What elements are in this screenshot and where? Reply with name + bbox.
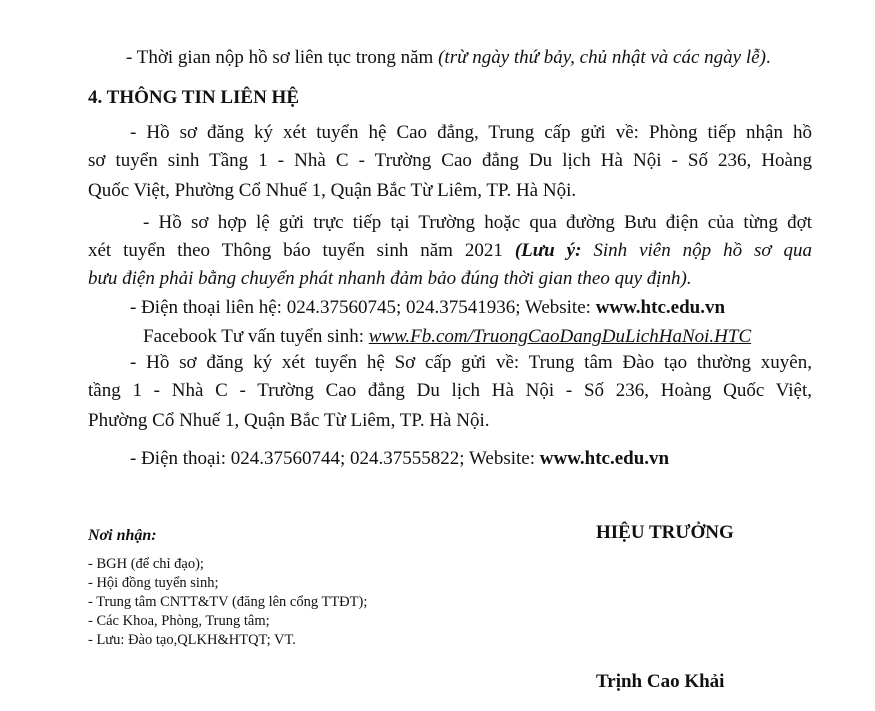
submission-time-period: . — [765, 47, 771, 68]
facebook-label: Facebook Tư vấn tuyển sinh: — [143, 326, 369, 347]
college-application-line-1: - Hồ sơ đăng ký xét tuyển hệ Cao đẳng, Trung cấp gửi về: Phòng tiếp nhận hồ — [130, 122, 812, 143]
submission-time-exception: (trừ ngày thứ bảy, chủ nhật và các ngày lễ) — [438, 47, 766, 68]
contact-phone-text: - Điện thoại liên hệ: 024.37560745; 024.37541936; Website: — [130, 297, 596, 318]
note-text: Sinh viên nộp hồ sơ qua — [581, 240, 812, 261]
valid-application-line-1: - Hồ sơ hợp lệ gửi trực tiếp tại Trường hoặc qua đường Bưu điện của từng đợt — [143, 212, 812, 233]
contact2-phone-text: - Điện thoại: 024.37560744; 024.37555822; Website: — [130, 448, 540, 469]
valid-application-line-3: bưu điện phải bằng chuyển phát nhanh đảm bảo đúng thời gian theo quy định). — [88, 268, 692, 289]
valid-application-line-2 — [88, 240, 812, 262]
section-heading: 4. THÔNG TIN LIÊN HỆ — [88, 87, 299, 108]
elementary-application-line-3: Phường Cổ Nhuế 1, Quận Bắc Từ Liêm, TP. Hà Nội. — [88, 410, 490, 431]
elementary-application-line-2: tầng 1 - Nhà C - Trường Cao đẳng Du lịch Hà Nội - Số 236, Hoàng Quốc Việt, — [88, 380, 812, 401]
recipients-title: Nơi nhận: — [88, 527, 157, 544]
contact-line-1 — [130, 297, 725, 319]
signatory-name: Trịnh Cao Khải — [596, 671, 725, 692]
submission-time-paragraph — [126, 47, 771, 69]
note-label: (Lưu ý: — [514, 240, 582, 261]
college-application-line-3: Quốc Việt, Phường Cổ Nhuế 1, Quận Bắc Từ Liêm, TP. Hà Nội. — [88, 180, 577, 201]
website-link[interactable]: www.htc.edu.vn — [595, 297, 726, 318]
signatory-title: HIỆU TRƯỞNG — [596, 522, 734, 543]
website-link-2[interactable]: www.htc.edu.vn — [539, 448, 670, 469]
submission-time-text: - Thời gian nộp hồ sơ liên tục trong năm — [126, 47, 439, 68]
valid-application-line-2-text: xét tuyển theo Thông báo tuyển sinh năm 2021 — [88, 240, 515, 261]
facebook-link[interactable]: www.Fb.com/TruongCaoDangDuLichHaNoi.HTC — [368, 326, 752, 347]
recipient-item: - BGH (để chỉ đạo); — [88, 556, 204, 572]
recipient-item: - Trung tâm CNTT&TV (đăng lên cổng TTĐT); — [88, 594, 368, 610]
elementary-application-line-1: - Hồ sơ đăng ký xét tuyển hệ Sơ cấp gửi về: Trung tâm Đào tạo thường xuyên, — [130, 352, 812, 373]
recipient-item: - Hội đồng tuyển sinh; — [88, 575, 219, 591]
recipient-item: - Lưu: Đào tạo,QLKH&HTQT; VT. — [88, 632, 296, 648]
college-application-line-2: sơ tuyển sinh Tầng 1 - Nhà C - Trường Cao đẳng Du lịch Hà Nội - Số 236, Hoàng — [88, 150, 812, 171]
contact-line-2 — [130, 448, 669, 470]
recipient-item: - Các Khoa, Phòng, Trung tâm; — [88, 613, 270, 629]
facebook-line — [143, 326, 751, 348]
